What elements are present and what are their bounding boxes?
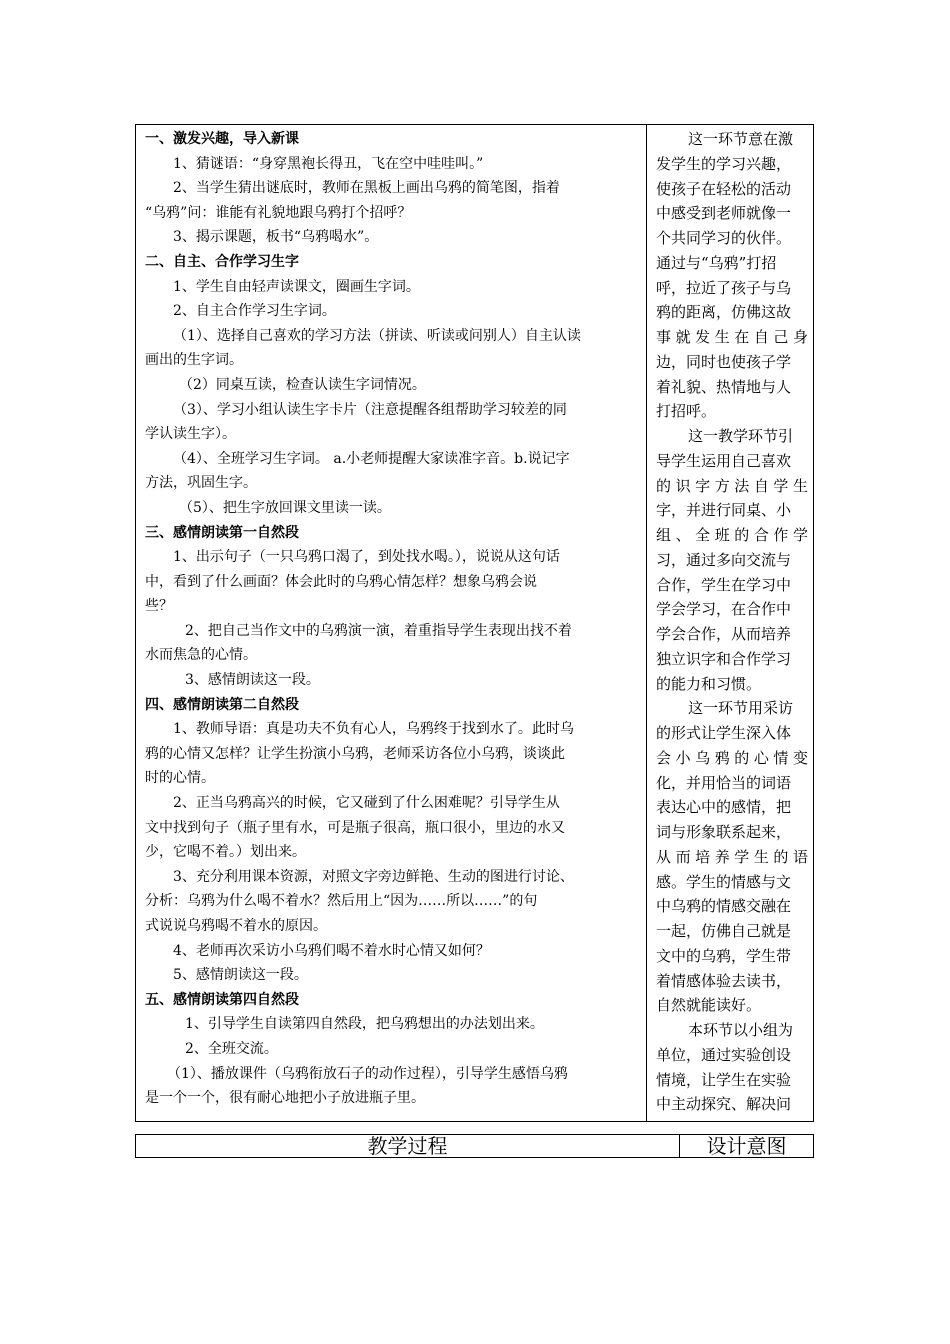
process-line: （2）同桌互读，检查认读生字词情况。 [179, 376, 426, 393]
process-line: 少，它喝不着。）划出来。 [145, 844, 306, 861]
teaching-process-header: 教学过程 [367, 1134, 448, 1158]
process-line: （5）、把生字放回课文里读一读。 [179, 499, 391, 516]
section-heading: 一、激发兴趣，导入新课 [145, 131, 299, 147]
process-line: 3、感情朗读这一段。 [185, 672, 320, 689]
column-divider [646, 125, 647, 1121]
intent-line: 事就发生在自己身 [656, 328, 808, 346]
intent-line: 着礼貌、热情地与人 [656, 377, 792, 396]
lesson-table [135, 124, 814, 1122]
intent-line: 这一环节意在激 [688, 130, 794, 148]
intent-line: 组、全班的合作学 [656, 526, 808, 544]
intent-line: 感。学生的情感与文 [656, 872, 792, 891]
process-line: 水而焦急的心情。 [145, 647, 257, 664]
intent-line: 表达心中的感情，把 [656, 798, 792, 817]
intent-line: 合作，学生在学习中 [656, 575, 792, 594]
intent-line: 词与形象联系起来， [656, 823, 792, 841]
process-line: 2、全班交流。 [185, 1040, 278, 1057]
intent-line: 通过与“乌鸦”打招 [656, 253, 777, 272]
intent-line: 字，并进行同桌、小 [656, 501, 792, 520]
intent-line: 自然就能读好。 [656, 996, 762, 1015]
intent-line: 从而培养学生的语 [656, 847, 808, 866]
intent-line: 学会学习，在合作中 [656, 600, 792, 619]
process-line: 2、把自己当作文中的乌鸦演一演，着重指导学生表现出找不着 [185, 622, 572, 639]
intent-line: 呼，拉近了孩子与乌 [656, 278, 792, 297]
intent-line: 使孩子在轻松的活动 [656, 179, 792, 198]
intent-line: 的能力和习惯。 [656, 674, 762, 693]
intent-line: 会小乌鸦的心情变 [656, 748, 808, 767]
intent-line: 中乌鸦的情感交融在 [656, 897, 792, 916]
process-line: （4）、全班学习生字词。 a.小老师提醒大家读准字音。b.说记字 [173, 450, 570, 467]
process-line: 式说说乌鸦喝不着水的原因。 [145, 918, 327, 934]
intent-line: 化，并用恰当的词语 [656, 773, 792, 792]
process-line: 1、学生自由轻声读课文，圈画生字词。 [173, 278, 420, 295]
process-line: 1、出示句子（一只乌鸦口渴了，到处找水喝。），说说从这句话 [173, 549, 560, 566]
process-line: 方法，巩固生字。 [145, 475, 257, 492]
section-heading: 五、感情朗读第四自然段 [145, 991, 299, 1008]
intent-line: 中主动探究、解决问 [656, 1095, 792, 1114]
process-line: 1、引导学生自读第四自然段，把乌鸦想出的办法划出来。 [185, 1016, 544, 1033]
process-line: “乌鸦”问：谁能有礼貌地跟乌鸦打个招呼？ [145, 204, 412, 221]
intent-line: 中感受到老师就像一 [656, 204, 792, 223]
process-line: （1）、播放课件（乌鸦衔放石子的动作过程），引导学生感悟乌鸦 [167, 1065, 568, 1082]
design-intent-header: 设计意图 [706, 1134, 787, 1158]
section-heading: 四、感情朗读第二自然段 [145, 696, 299, 713]
process-line: 学认读生字）。 [145, 426, 236, 443]
process-line: 些？ [145, 598, 173, 615]
intent-line: 打招呼。 [656, 402, 717, 421]
process-line: 2、正当乌鸦高兴的时候，它又碰到了什么困难呢？引导学生从 [173, 795, 560, 812]
process-line: 3、充分利用课本资源，对照文字旁边鲜艳、生动的图进行讨论、 [173, 868, 574, 885]
design-intent-column [656, 127, 808, 1117]
intent-line: 这一教学环节引 [688, 427, 794, 445]
process-line: 时的心情。 [145, 770, 215, 787]
intent-line: 鸦的距离，仿佛这故 [656, 303, 792, 322]
column-header-row [135, 1134, 814, 1158]
intent-line: 一起，仿佛自己就是 [656, 922, 792, 940]
process-line: 是一个一个，很有耐心地把小子放进瓶子里。 [145, 1090, 425, 1107]
process-line: 画出的生字词。 [145, 352, 243, 369]
process-line: 5、感情朗读这一段。 [173, 967, 308, 984]
process-line: （3）、学习小组认读生字卡片（注意提醒各组帮助学习较差的同 [173, 401, 567, 418]
process-line: 1、猜谜语：“身穿黑袍长得丑，飞在空中哇哇叫。” [173, 155, 484, 172]
intent-line: 的形式让学生深入体 [656, 724, 792, 742]
intent-line: 本环节以小组为 [688, 1021, 794, 1039]
process-line: 3、揭示课题，板书“乌鸦喝水”。 [173, 229, 379, 246]
section-heading: 三、感情朗读第一自然段 [145, 524, 299, 541]
teaching-process-column [145, 127, 642, 1111]
intent-line: 个共同学习的伙伴。 [656, 229, 792, 247]
intent-line: 导学生运用自己喜欢 [656, 451, 792, 470]
intent-line: 独立识字和合作学习 [656, 649, 792, 668]
intent-line: 单位，通过实验创设 [656, 1045, 792, 1064]
intent-line: 这一环节用采访 [688, 699, 794, 718]
intent-line: 文中的乌鸦，学生带 [656, 946, 792, 965]
section-heading: 二、自主、合作学习生字 [145, 253, 299, 270]
intent-line: 着情感体验去读书， [656, 971, 792, 990]
intent-line: 边，同时也使孩子学 [656, 352, 792, 371]
process-line: 鸦的心情又怎样？让学生扮演小乌鸦，老师采访各位小乌鸦，谈谈此 [145, 745, 565, 762]
process-line: 2、自主合作学习生字词。 [173, 303, 336, 320]
process-line: 2、当学生猜出谜底时，教师在黑板上画出乌鸦的简笔图，指着 [173, 180, 560, 197]
process-line: 1、教师导语：真是功夫不负有心人，乌鸦终于找到水了。此时乌 [173, 721, 574, 738]
process-line: 分析：乌鸦为什么喝不着水？然后用上“因为……所以……”的句 [145, 893, 538, 910]
intent-line: 学会合作，从而培养 [656, 625, 792, 643]
intent-line: 发学生的学习兴趣， [656, 154, 792, 173]
process-line: （1）、选择自己喜欢的学习方法（拼读、听读或问别人）自主认读 [173, 327, 581, 344]
process-line: 4、老师再次采访小乌鸦们喝不着水时心情又如何？ [173, 942, 490, 959]
intent-line: 情境，让学生在实验 [656, 1070, 792, 1089]
intent-line: 的识字方法自学生 [656, 476, 808, 495]
intent-line: 习，通过多向交流与 [656, 550, 792, 569]
process-line: 中，看到了什么画面？体会此时的乌鸦心情怎样？想象乌鸦会说 [145, 573, 537, 590]
process-line: 文中找到句子（瓶子里有水，可是瓶子很高，瓶口很小，里边的水又 [145, 819, 565, 836]
